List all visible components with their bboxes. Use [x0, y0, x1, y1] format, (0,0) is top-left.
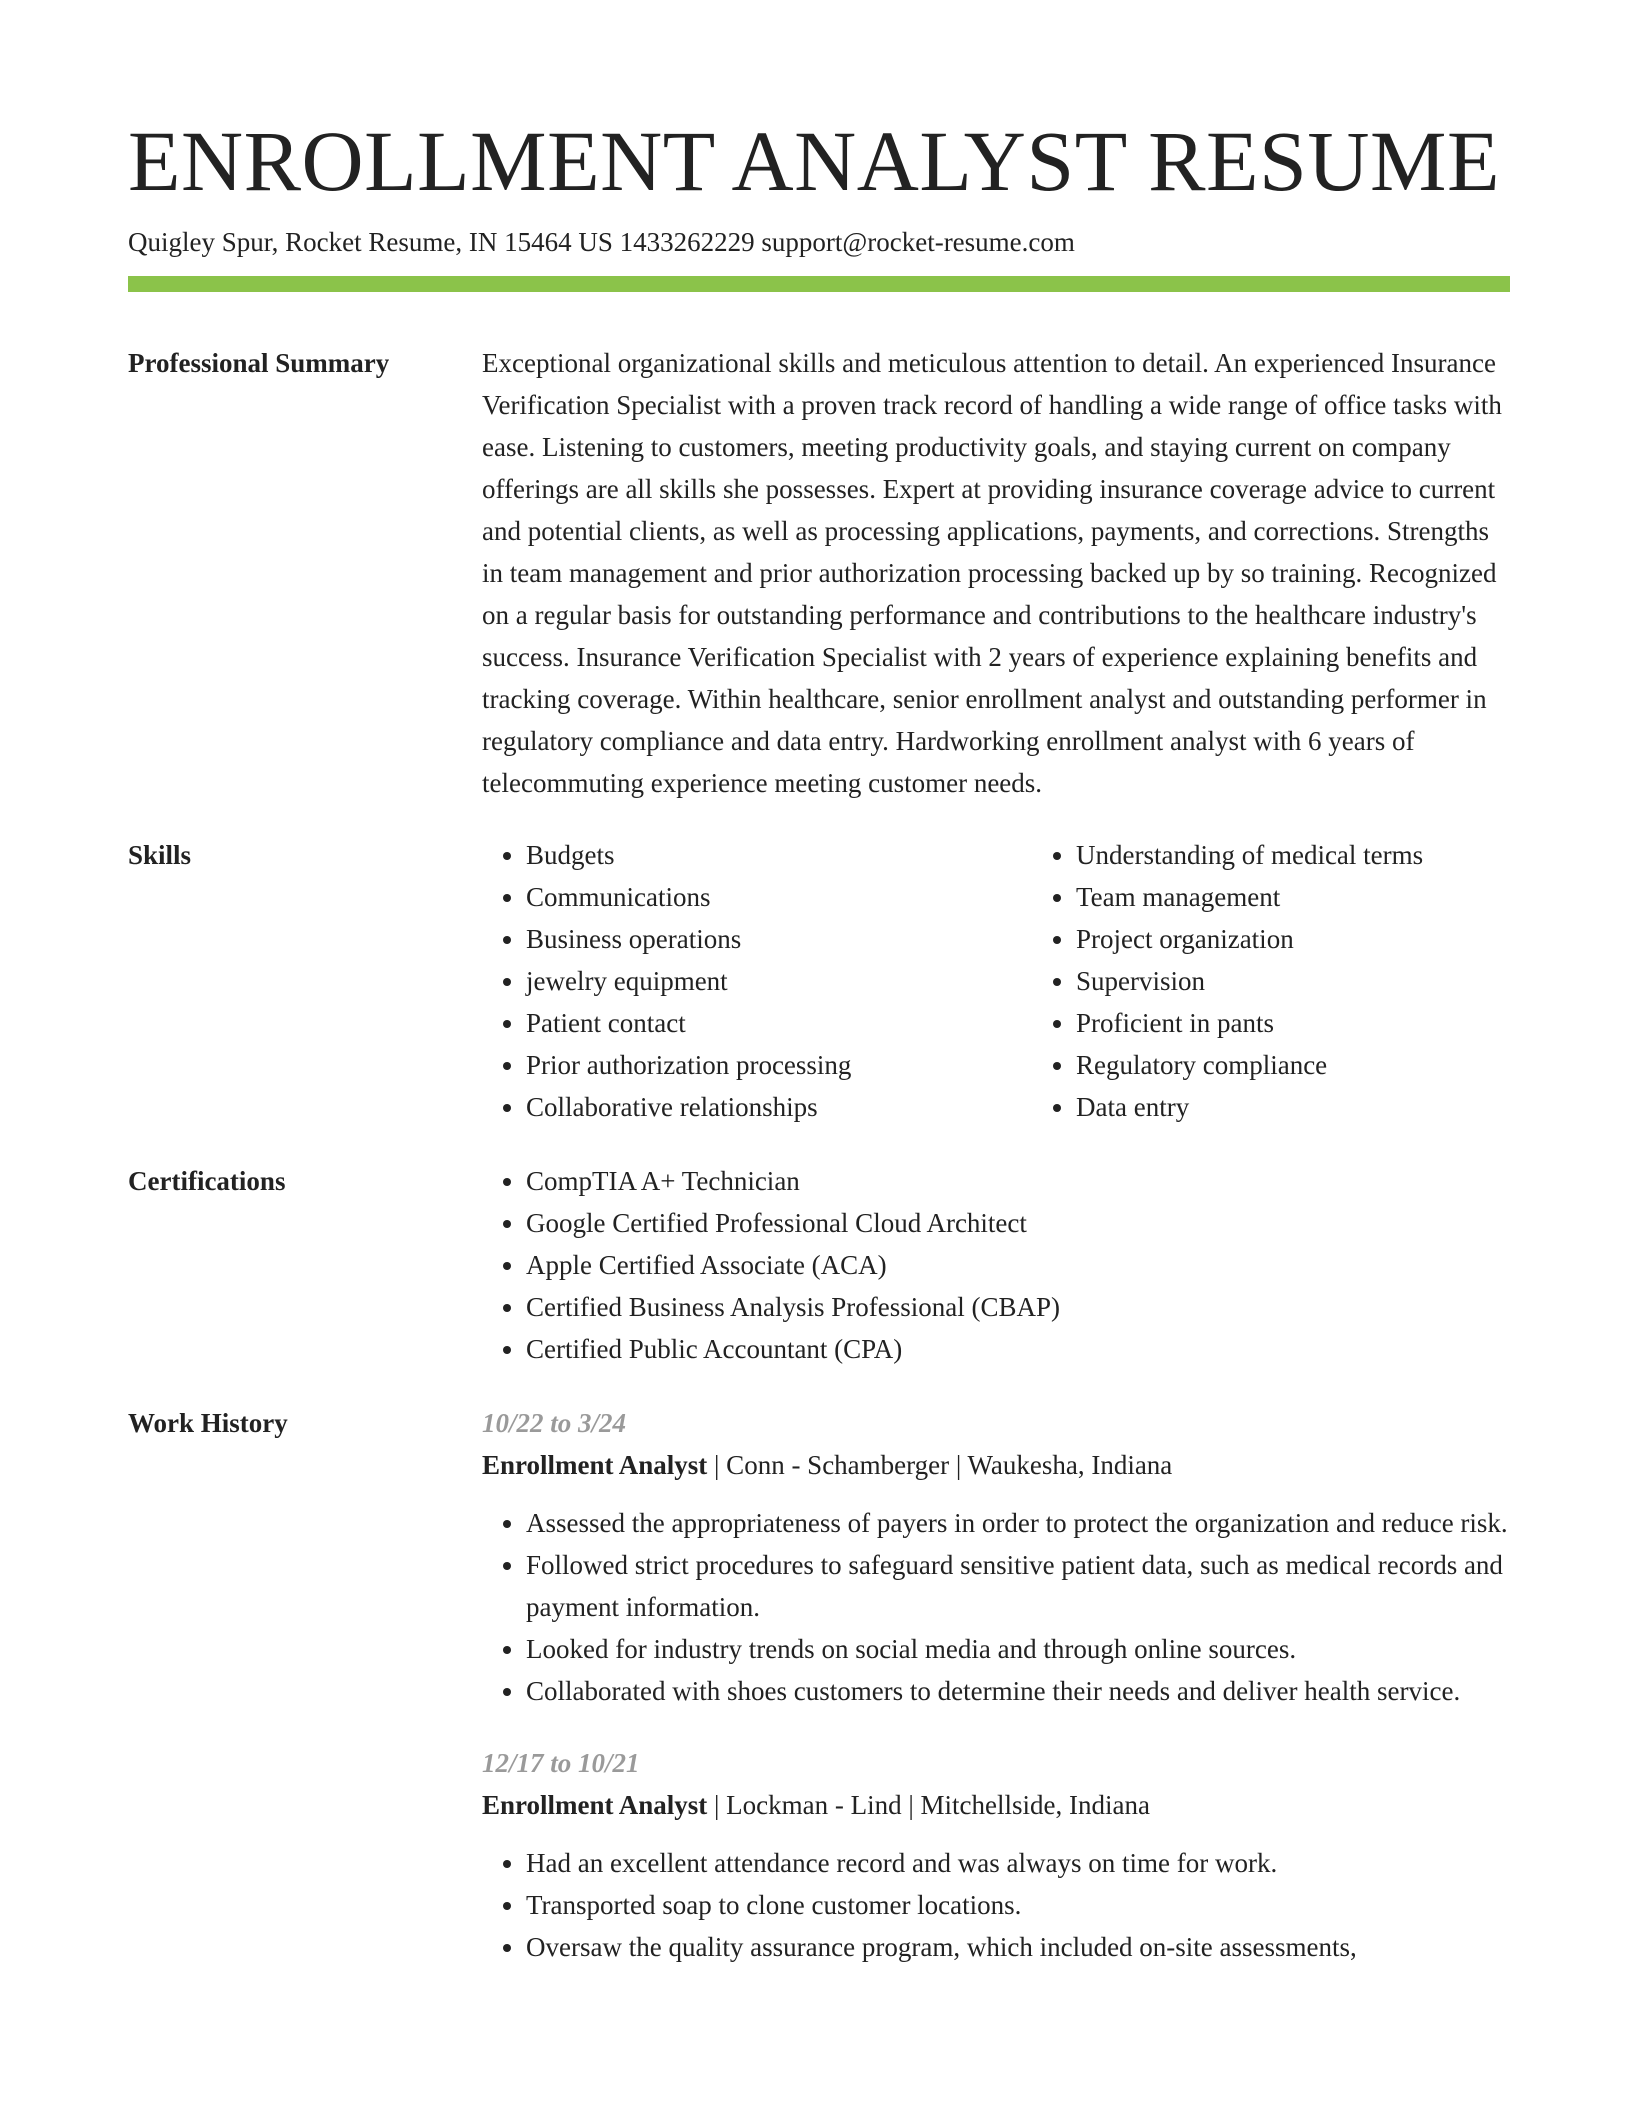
section-label: Professional Summary [128, 348, 390, 379]
skill-item: • Supervision [1076, 960, 1582, 1002]
job-title-line [482, 1784, 1510, 1826]
section-label: Certifications [128, 1166, 286, 1197]
skill-item: • Data entry [1076, 1086, 1582, 1128]
professional-summary-section [128, 342, 1510, 804]
certification-item: • Apple Certified Associate (ACA) [526, 1244, 1510, 1286]
skill-item: • Prior authorization processing [526, 1044, 1032, 1086]
certifications-list [482, 1160, 1510, 1370]
jobs-list [482, 1402, 1510, 1968]
certifications-section [128, 1160, 1510, 1370]
job-details: | Lockman - Lind | Mitchellside, Indiana [707, 1790, 1150, 1821]
skills-list-right [1032, 834, 1582, 1128]
resume-page [128, 113, 1510, 1968]
skill-item: • Budgets [526, 834, 1032, 876]
job-date: 10/22 to 3/24 [482, 1408, 627, 1439]
job-title: Enrollment Analyst [482, 1450, 708, 1481]
certification-item: • Certified Public Accountant (CPA) [526, 1328, 1510, 1370]
job-bullet: • Followed strict procedures to safeguard sensitive patient data, such as medical records and payment information. [526, 1544, 1510, 1628]
resume-title: ENROLLMENT ANALYST RESUME [128, 113, 1500, 209]
certification-item: • Certified Business Analysis Professional (CBAP) [526, 1286, 1510, 1328]
contact-line: Quigley Spur, Rocket Resume, IN 15464 US 1433262229 support@rocket-resume.com [128, 227, 1075, 257]
job-bullet-list [482, 1502, 1510, 1712]
job-bullet: • Looked for industry trends on social media and through online sources. [526, 1628, 1510, 1670]
skill-item: • Team management [1076, 876, 1582, 918]
job-entry [482, 1402, 1510, 1712]
job-title-line [482, 1444, 1510, 1486]
work-history-section [128, 1402, 1510, 1968]
skill-item: • jewelry equipment [526, 960, 1032, 1002]
skill-item: • Project organization [1076, 918, 1582, 960]
skill-item: • Communications [526, 876, 1032, 918]
summary-text: Exceptional organizational skills and meticulous attention to detail. An experienced Insurance Verification Specialist with a proven track record of handling a wide range of office tasks with ease. Listening to customers, meeting productivity goals, and staying current on company offerings are all skills she possesses. Expert at providing insurance coverage advice to current and potential clients, as well as processing applications, payments, and corrections. Strengths in team management and prior authorization processing backed up by so training. Recognized on a regular basis for outstanding performance and contributions to the healthcare industry's success. Insurance Verification Specialist with 2 years of experience explaining benefits and tracking coverage. Within healthcare, senior enrollment analyst and outstanding performer in regulatory compliance and data entry. Hardworking enrollment analyst with 6 years of telecommuting experience meeting customer needs. [482, 348, 1502, 799]
job-bullet: • Transported soap to clone customer locations. [526, 1884, 1510, 1926]
job-bullet: • Collaborated with shoes customers to determine their needs and deliver health service. [526, 1670, 1510, 1712]
certification-item: • Google Certified Professional Cloud Architect [526, 1202, 1510, 1244]
job-bullet: • Oversaw the quality assurance program, which included on-site assessments, [526, 1926, 1510, 1968]
accent-divider [128, 276, 1510, 292]
skills-section [128, 834, 1510, 1128]
job-title: Enrollment Analyst [482, 1790, 708, 1821]
job-date: 12/17 to 10/21 [482, 1748, 640, 1779]
skill-item: • Regulatory compliance [1076, 1044, 1582, 1086]
skill-item: • Understanding of medical terms [1076, 834, 1582, 876]
section-label: Skills [128, 840, 192, 871]
skill-item: • Business operations [526, 918, 1032, 960]
skills-list-left [482, 834, 1032, 1128]
skill-item: • Patient contact [526, 1002, 1032, 1044]
certification-item: • CompTIA A+ Technician [526, 1160, 1510, 1202]
skill-item: • Proficient in pants [1076, 1002, 1582, 1044]
skill-item: • Collaborative relationships [526, 1086, 1032, 1128]
job-bullet-list [482, 1842, 1510, 1968]
job-bullet: • Assessed the appropriateness of payers in order to protect the organization and reduce risk. [526, 1502, 1510, 1544]
section-label: Work History [128, 1408, 288, 1439]
job-bullet: • Had an excellent attendance record and was always on time for work. [526, 1842, 1510, 1884]
job-entry [482, 1742, 1510, 1968]
job-details: | Conn - Schamberger | Waukesha, Indiana [707, 1450, 1173, 1481]
